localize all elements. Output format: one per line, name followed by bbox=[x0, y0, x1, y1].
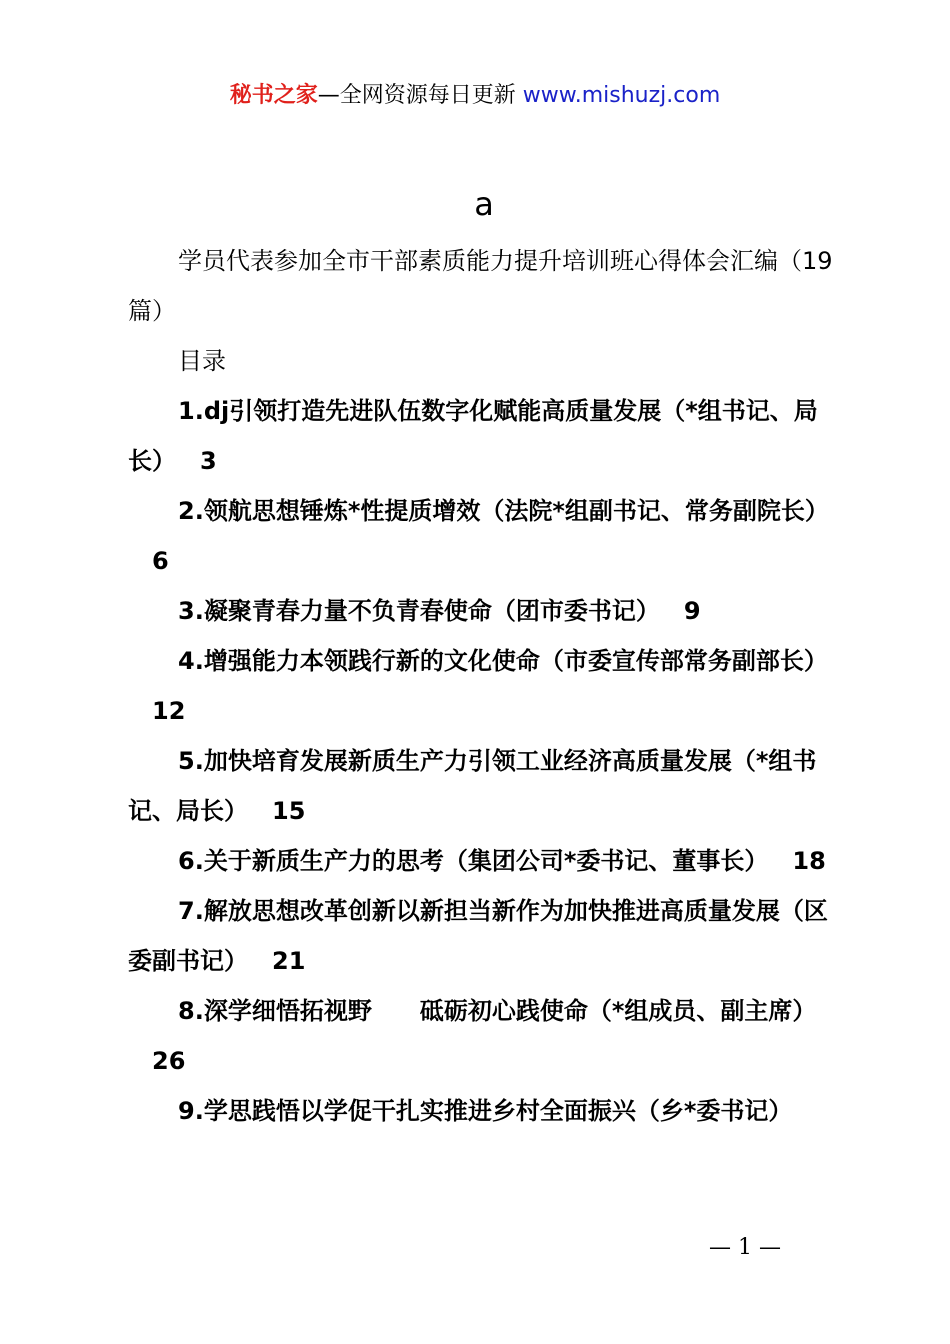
page-number: — 1 — bbox=[709, 1235, 781, 1260]
toc-item[interactable] bbox=[128, 486, 840, 586]
toc-item-text: 5.加快培育发展新质生产力引领工业经济高质量发展（*组书记、局长） bbox=[128, 747, 817, 825]
toc-item-text: 4.增强能力本领践行新的文化使命（市委宣传部常务副部长） bbox=[178, 647, 828, 675]
document-body bbox=[128, 182, 840, 1136]
header-separator: — bbox=[317, 83, 340, 108]
toc-item[interactable] bbox=[128, 736, 840, 836]
brand-name: 秘书之家 bbox=[229, 83, 318, 108]
toc-item[interactable] bbox=[128, 986, 840, 1086]
toc-item-text: 6.关于新质生产力的思考（集团公司*委书记、董事长） bbox=[178, 847, 769, 875]
toc-item[interactable] bbox=[128, 886, 840, 986]
header-tagline: 全网资源每日更新 bbox=[339, 83, 516, 108]
toc-item-page: 15 bbox=[272, 797, 306, 825]
toc-item-page: 6 bbox=[152, 547, 169, 575]
site-url-link[interactable]: www.mishuzj.com bbox=[522, 83, 721, 108]
document-mark: a bbox=[474, 185, 494, 223]
toc-item-page: 21 bbox=[272, 947, 306, 975]
toc-item-page: 9 bbox=[683, 597, 701, 625]
toc-item-text: 2.领航思想锤炼*性提质增效（法院*组副书记、常务副院长） bbox=[178, 497, 829, 525]
toc-item[interactable] bbox=[128, 1086, 840, 1136]
toc-item-page: 3 bbox=[200, 447, 217, 475]
toc-item-text: 1.dj引领打造先进队伍数字化赋能高质量发展（*组书记、局长） bbox=[128, 397, 818, 475]
toc-item-page: 12 bbox=[152, 697, 186, 725]
toc-label: 目录 bbox=[178, 347, 226, 375]
table-of-contents bbox=[128, 386, 840, 1136]
site-header bbox=[0, 80, 950, 112]
toc-item-page: 18 bbox=[792, 847, 826, 875]
toc-item[interactable] bbox=[128, 386, 840, 486]
toc-item[interactable] bbox=[128, 636, 840, 736]
toc-item-text: 7.解放思想改革创新以新担当新作为加快推进高质量发展（区委副书记） bbox=[128, 897, 828, 975]
toc-item-text: 3.凝聚青春力量不负青春使命（团市委书记） bbox=[178, 597, 660, 625]
toc-item[interactable] bbox=[128, 836, 840, 886]
toc-item[interactable] bbox=[128, 586, 840, 636]
document-title: 学员代表参加全市干部素质能力提升培训班心得体会汇编（19篇） bbox=[128, 247, 833, 325]
toc-item-text: 9.学思践悟以学促干扎实推进乡村全面振兴（乡*委书记） bbox=[178, 1097, 793, 1125]
toc-item-page: 26 bbox=[152, 1047, 186, 1075]
toc-item-text: 8.深学细悟拓视野 砥砺初心践使命（*组成员、副主席） bbox=[178, 997, 817, 1025]
